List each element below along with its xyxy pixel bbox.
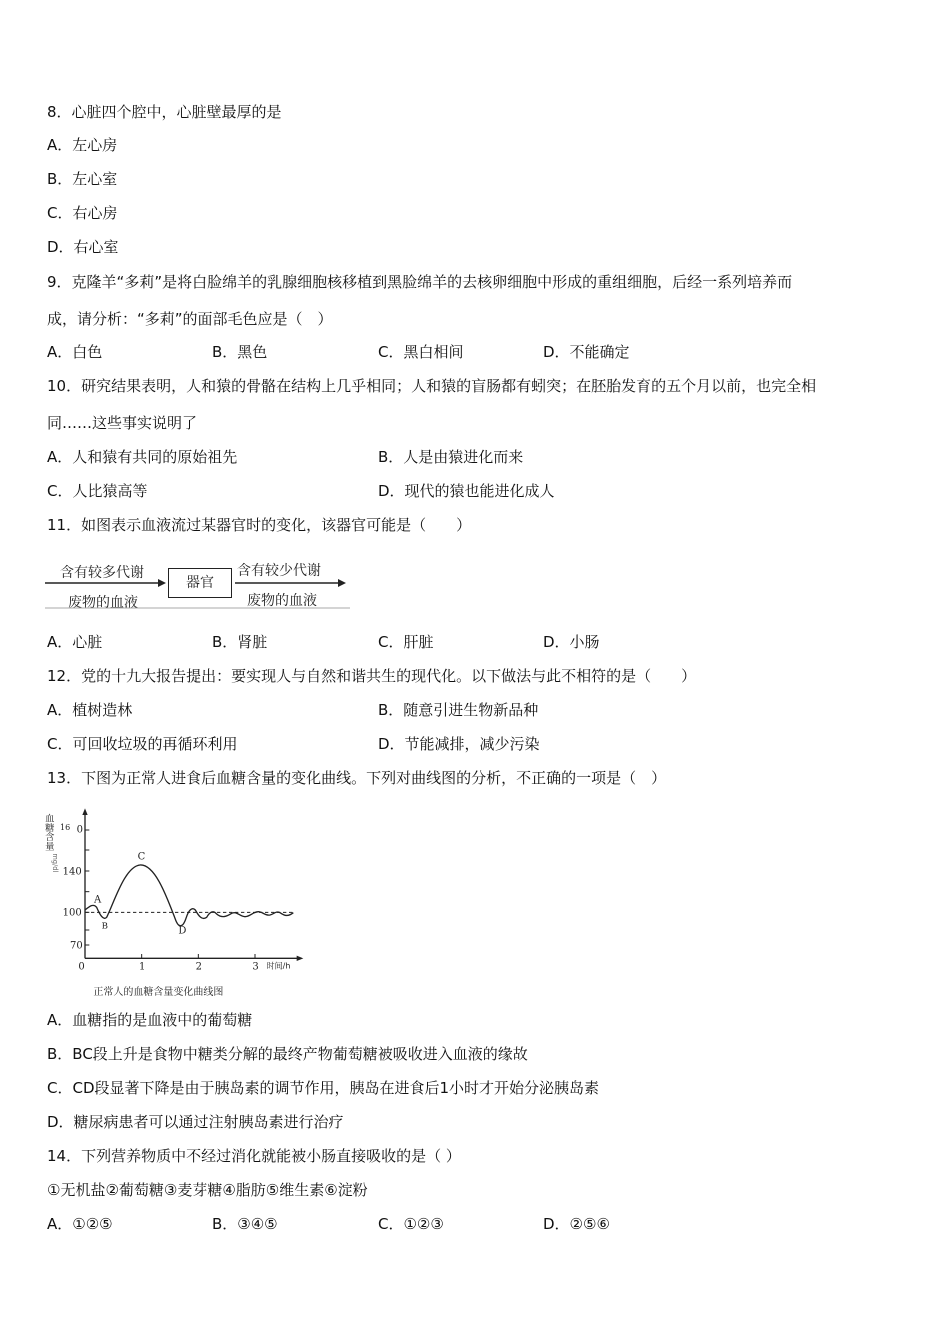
y-axis-unit: mg/dl [51, 853, 59, 873]
blood-sugar-curve-figure [40, 800, 310, 1000]
q11-option-a: A．心脏 [47, 633, 103, 651]
q11-option-b: B．肾脏 [212, 633, 268, 651]
diagram-right-bottom: 废物的血液 [247, 593, 317, 609]
y-top-label: 16 [60, 823, 71, 832]
point-label-a: A [94, 894, 102, 906]
q8-option-c: C．右心房 [47, 204, 118, 222]
q10-stem-2: 同……这些事实说明了 [47, 414, 198, 432]
q13-option-c: C．CD段显著下降是由于胰岛素的调节作用，胰岛在进食后1小时才开始分泌胰岛素 [47, 1079, 600, 1097]
q13-option-a: A．血糖指的是血液中的葡萄糖 [47, 1011, 253, 1029]
q10-option-a: A．人和猿有共同的原始祖先 [47, 448, 238, 466]
q11-option-c: C．肝脏 [378, 633, 434, 651]
y-axis-label: 血糖含量 [42, 813, 54, 851]
q14-option-d: D．②⑤⑥ [543, 1215, 610, 1233]
q8-stem: 8．心脏四个腔中，心脏壁最厚的是 [47, 103, 282, 121]
q12-option-d: D．节能减排，减少污染 [378, 735, 540, 753]
q10-option-d: D．现代的猿也能进化成人 [378, 482, 555, 500]
diagram-left-bottom: 废物的血液 [68, 595, 138, 611]
q12-stem: 12．党的十九大报告提出：要实现人与自然和谐共生的现代化。以下做法与此不相符的是（ ） [47, 667, 697, 685]
q8-option-b: B．左心室 [47, 170, 118, 188]
point-label-b: B [101, 921, 109, 932]
q10-stem-1: 10．研究结果表明，人和猿的骨骼在结构上几乎相同；人和猿的盲肠都有蚓突；在胚胎发育的五个月以前，也完全相 [47, 377, 817, 395]
q11-option-d: D．小肠 [543, 633, 600, 651]
point-label-c: C [137, 851, 146, 863]
y-tick-70: 70 [70, 940, 83, 952]
q12-option-c: C．可回收垃圾的再循环利用 [47, 735, 238, 753]
q9-stem-2: 成，请分析：“多莉”的面部毛色应是（ ） [47, 310, 333, 328]
q9-stem-1: 9．克隆羊“多莉”是将白脸绵羊的乳腺细胞核移植到黑脸绵羊的去核卵细胞中形成的重组细胞，后经一系列培养而 [47, 273, 793, 291]
diagram-arrows [40, 570, 360, 610]
diagram-left-top: 含有较多代谢 [60, 565, 144, 581]
q14-stem: 14．下列营养物质中不经过消化就能被小肠直接吸收的是（ ） [47, 1147, 461, 1165]
y-top-label-2: 0 [76, 824, 84, 836]
q14-option-a: A．①②⑤ [47, 1215, 113, 1233]
q12-option-b: B．随意引进生物新品种 [378, 701, 539, 719]
diagram-right-top: 含有较少代谢 [237, 563, 321, 579]
q9-option-d: D．不能确定 [543, 343, 630, 361]
q13-option-d: D．糖尿病患者可以通过注射胰岛素进行治疗 [47, 1113, 344, 1131]
q11-stem: 11．如图表示血液流过某器官时的变化，该器官可能是（ ） [47, 516, 472, 534]
q9-option-b: B．黑色 [212, 343, 268, 361]
x-tick-3: 3 [252, 961, 259, 973]
q9-option-a: A．白色 [47, 343, 103, 361]
q8-option-a: A．左心房 [47, 136, 118, 154]
q9-option-c: C．黑白相间 [378, 343, 464, 361]
q10-option-c: C．人比猿高等 [47, 482, 148, 500]
q13-stem: 13．下图为正常人进食后血糖含量的变化曲线。下列对曲线图的分析，不正确的一项是（ ） [47, 769, 667, 787]
q14-option-b: B．③④⑤ [212, 1215, 278, 1233]
y-tick-100: 100 [62, 907, 82, 919]
q8-option-d: D．右心室 [47, 238, 119, 256]
figure-caption: 正常人的血糖含量变化曲线图 [93, 987, 224, 998]
q14-option-c: C．①②③ [378, 1215, 444, 1233]
diagram-organ-box: 器官 [168, 568, 232, 598]
x-tick-2: 2 [195, 961, 203, 973]
x-tick-0: 0 [78, 961, 85, 973]
q14-list: ①无机盐②葡萄糖③麦芽糖④脂肪⑤维生素⑥淀粉 [47, 1181, 368, 1199]
x-tick-1: 1 [139, 961, 146, 973]
q10-option-b: B．人是由猿进化而来 [378, 448, 524, 466]
point-label-d: D [178, 925, 187, 937]
y-tick-140: 140 [62, 866, 82, 878]
x-axis-label: 时间/h [266, 961, 291, 971]
blood-sugar-curve [85, 865, 293, 926]
q12-option-a: A．植树造林 [47, 701, 133, 719]
q13-option-b: B．BC段上升是食物中糖类分解的最终产物葡萄糖被吸收进入血液的缘故 [47, 1045, 528, 1063]
